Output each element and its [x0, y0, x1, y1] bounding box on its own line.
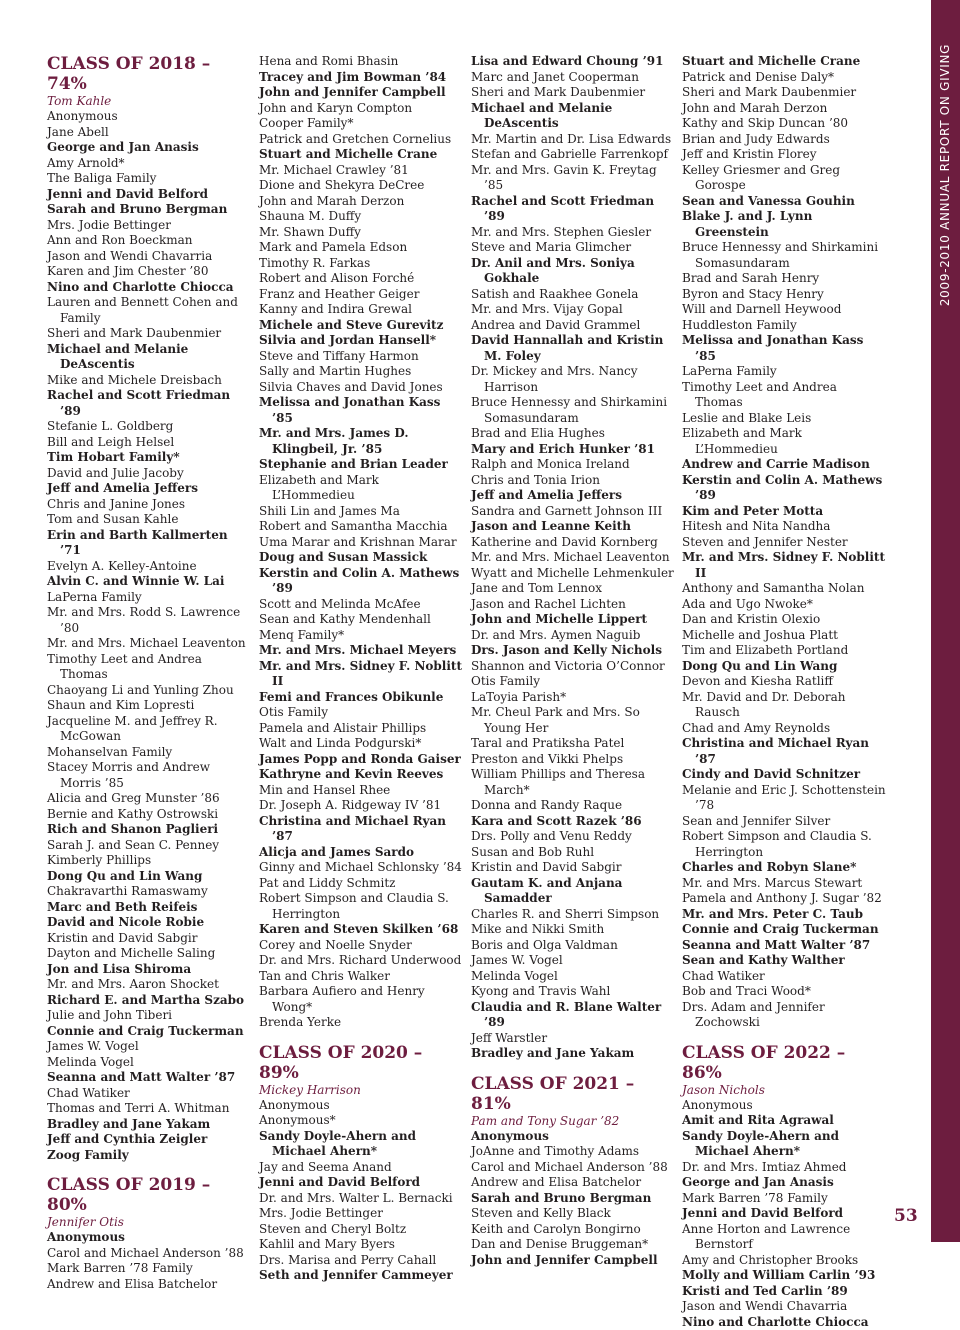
donor-entry: Chad Watiker — [682, 969, 886, 985]
donor-entry: Dan and Denise Bruggeman* — [471, 1237, 675, 1253]
donor-entry: Mr. and Mrs. Michael Leaventon — [47, 636, 251, 652]
report-title: 2009-2010 ANNUAL REPORT ON GIVING — [938, 44, 952, 306]
donor-entry: Kerstin and Colin A. Mathews ’89 — [259, 566, 463, 597]
donor-entry: Anonymous — [682, 1098, 886, 1114]
donor-entry: Barbara Aufiero and Henry Wong* — [259, 984, 463, 1015]
class-section — [47, 54, 251, 1163]
donor-entry: James W. Vogel — [47, 1039, 251, 1055]
donor-entry: Jane Abell — [47, 125, 251, 141]
donor-entry: Robert and Samantha Macchia — [259, 519, 463, 535]
donor-entry: Jeff and Cynthia Zeigler — [47, 1132, 251, 1148]
donor-entry: Richard E. and Martha Szabo — [47, 993, 251, 1009]
donor-entry: Otis Family — [259, 705, 463, 721]
donor-entry: Taral and Pratiksha Patel — [471, 736, 675, 752]
class-heading: CLASS OF 2018 – 74% — [47, 54, 251, 94]
donor-entry: Silvia Chaves and David Jones — [259, 380, 463, 396]
class-heading: CLASS OF 2021 – 81% — [471, 1074, 675, 1114]
donor-entry: Dan and Kristin Olexio — [682, 612, 886, 628]
donor-entry: Anonymous — [471, 1129, 675, 1145]
donor-entry: Anne Horton and Lawrence Bernstorf — [682, 1222, 886, 1253]
donor-entry: JoAnne and Timothy Adams — [471, 1144, 675, 1160]
donor-entry: Franz and Heather Geiger — [259, 287, 463, 303]
donor-entry: Stefan and Gabrielle Farrenkopf — [471, 147, 675, 163]
donor-entry: Stephanie and Brian Leader — [259, 457, 463, 473]
donor-entry: Scott and Melinda McAfee — [259, 597, 463, 613]
donor-entry: Min and Hansel Rhee — [259, 783, 463, 799]
donor-entry: Cooper Family* — [259, 116, 463, 132]
donor-entry: Bernie and Kathy Ostrowski — [47, 807, 251, 823]
donor-entry: Evelyn A. Kelley-Antoine — [47, 559, 251, 575]
donor-entry: Michael and Melanie DeAscentis — [471, 101, 675, 132]
donor-entry: Drs. Adam and Jennifer Zochowski — [682, 1000, 886, 1031]
donor-entry: Christina and Michael Ryan ’87 — [682, 736, 886, 767]
donor-entry: Sarah J. and Sean C. Penney — [47, 838, 251, 854]
donor-entry: Keith and Carolyn Bongirno — [471, 1222, 675, 1238]
donor-entry: Jay and Seema Anand — [259, 1160, 463, 1176]
donor-entry: Mr. and Mrs. Gavin K. Freytag ’85 — [471, 163, 675, 194]
donor-entry: Drs. Jason and Kelly Nichols — [471, 643, 675, 659]
donor-entry: Andrew and Elisa Batchelor — [471, 1175, 675, 1191]
donor-entry: Cindy and David Schnitzer — [682, 767, 886, 783]
donor-entry: John and Karyn Compton — [259, 101, 463, 117]
donor-entry: Kerstin and Colin A. Mathews ’89 — [682, 473, 886, 504]
donor-entry: Ginny and Michael Schlonsky ’84 — [259, 860, 463, 876]
donor-entry: Kristin and David Sabgir — [47, 931, 251, 947]
donor-entry: Sheri and Mark Daubenmier — [47, 326, 251, 342]
donor-entry: Mr. and Mrs. Aaron Shocket — [47, 977, 251, 993]
donor-entry: Bradley and Jane Yakam — [471, 1046, 675, 1062]
donor-entry: Anonymous — [47, 109, 251, 125]
donor-entry: Anonymous* — [259, 1113, 463, 1129]
donor-entry: Nino and Charlotte Chiocca — [682, 1315, 886, 1330]
donor-entry: Nino and Charlotte Chiocca — [47, 280, 251, 296]
column-4 — [682, 54, 886, 1330]
donor-entry: Zoog Family — [47, 1148, 251, 1164]
donor-entry: Dr. and Mrs. Walter L. Bernacki — [259, 1191, 463, 1207]
donor-entry: Drs. Marisa and Perry Cahall — [259, 1253, 463, 1269]
donor-entry: Dong Qu and Lin Wang — [47, 869, 251, 885]
donor-entry: Marc and Beth Reifeis — [47, 900, 251, 916]
donor-entry: Kathy and Skip Duncan ’80 — [682, 116, 886, 132]
donor-entry: Silvia and Jordan Hansell* — [259, 333, 463, 349]
donor-entry: Steven and Cheryl Boltz — [259, 1222, 463, 1238]
donor-entry: Mr. and Mrs. Stephen Giesler — [471, 225, 675, 241]
donor-entry: Rich and Shanon Paglieri — [47, 822, 251, 838]
donor-entry: Christina and Michael Ryan ’87 — [259, 814, 463, 845]
class-representative: Jason Nichols — [682, 1083, 886, 1098]
donor-entry: Jason and Leanne Keith — [471, 519, 675, 535]
donor-entry: John and Marah Derzon — [682, 101, 886, 117]
donor-entry: Rachel and Scott Friedman ’89 — [47, 388, 251, 419]
donor-entry: LaPerna Family — [47, 590, 251, 606]
donor-entry: Jason and Rachel Lichten — [471, 597, 675, 613]
donor-entry: Anonymous — [47, 1230, 251, 1246]
donor-entry: Chris and Janine Jones — [47, 497, 251, 513]
donor-entry: Tracey and Jim Bowman ’84 — [259, 70, 463, 86]
donor-list — [471, 54, 675, 1062]
donor-list — [47, 1230, 251, 1292]
donor-entry: Robert Simpson and Claudia S. Herrington — [682, 829, 886, 860]
donor-entry: Amit and Rita Agrawal — [682, 1113, 886, 1129]
class-section — [47, 1175, 251, 1292]
donor-entry: Jane and Tom Lennox — [471, 581, 675, 597]
donor-entry: Kimberly Phillips — [47, 853, 251, 869]
donor-entry: Patrick and Gretchen Cornelius — [259, 132, 463, 148]
donor-entry: Ralph and Monica Ireland — [471, 457, 675, 473]
class-section — [471, 54, 675, 1062]
donor-entry: John and Jennifer Campbell — [471, 1253, 675, 1269]
donor-entry: Kristi and Ted Carlin ’89 — [682, 1284, 886, 1300]
donor-entry: Tom and Susan Kahle — [47, 512, 251, 528]
column-1 — [47, 54, 251, 1292]
page-number: 53 — [894, 1206, 918, 1226]
donor-entry: Jason and Wendi Chavarria — [682, 1299, 886, 1315]
donor-entry: Karen and Jim Chester ’80 — [47, 264, 251, 280]
donor-entry: Sarah and Bruno Bergman — [47, 202, 251, 218]
donor-entry: Menq Family* — [259, 628, 463, 644]
donor-list — [682, 1098, 886, 1330]
donor-entry: Anonymous — [259, 1098, 463, 1114]
donor-entry: Mr. and Mrs. Rodd S. Lawrence ’80 — [47, 605, 251, 636]
class-representative: Pam and Tony Sugar ’82 — [471, 1114, 675, 1129]
donor-entry: Sandy Doyle-Ahern and Michael Ahern* — [682, 1129, 886, 1160]
donor-entry: Karen and Steven Skilken ’68 — [259, 922, 463, 938]
donor-entry: Kanny and Indira Grewal — [259, 302, 463, 318]
donor-entry: Amy and Christopher Brooks — [682, 1253, 886, 1269]
donor-entry: Mr. and Mrs. Michael Leaventon — [471, 550, 675, 566]
donor-entry: Kristin and David Sabgir — [471, 860, 675, 876]
donor-entry: Otis Family — [471, 674, 675, 690]
donor-entry: Mark Barren ’78 Family — [47, 1261, 251, 1277]
donor-entry: Michelle and Joshua Platt — [682, 628, 886, 644]
donor-entry: Devon and Kiesha Ratliff — [682, 674, 886, 690]
donor-entry: Andrea and David Grammel — [471, 318, 675, 334]
donor-entry: Mr. Michael Crawley ’81 — [259, 163, 463, 179]
donor-entry: Mr. Cheul Park and Mrs. So Young Her — [471, 705, 675, 736]
donor-entry: Chad and Amy Reynolds — [682, 721, 886, 737]
donor-list — [471, 1129, 675, 1269]
class-section — [682, 54, 886, 1031]
donor-entry: Pat and Liddy Schmitz — [259, 876, 463, 892]
donor-entry: Mr. Martin and Dr. Lisa Edwards — [471, 132, 675, 148]
donor-entry: Ann and Ron Boeckman — [47, 233, 251, 249]
class-heading: CLASS OF 2019 – 80% — [47, 1175, 251, 1215]
donor-entry: Kelley Griesmer and Greg Gorospe — [682, 163, 886, 194]
donor-entry: Tan and Chris Walker — [259, 969, 463, 985]
donor-entry: Molly and William Carlin ’93 — [682, 1268, 886, 1284]
donor-entry: Bruce Hennessy and Shirkamini Somasundaram — [471, 395, 675, 426]
donor-entry: Dr. Joseph A. Ridgeway IV ’81 — [259, 798, 463, 814]
donor-entry: Sean and Vanessa Gouhin — [682, 194, 886, 210]
donor-entry: LaPerna Family — [682, 364, 886, 380]
donor-entry: Brenda Yerke — [259, 1015, 463, 1031]
donor-entry: Alicja and James Sardo — [259, 845, 463, 861]
donor-entry: George and Jan Anasis — [682, 1175, 886, 1191]
donor-entry: Mary and Erich Hunker ’81 — [471, 442, 675, 458]
donor-entry: Preston and Vikki Phelps — [471, 752, 675, 768]
donor-entry: David Hannallah and Kristin M. Foley — [471, 333, 675, 364]
donor-entry: Ada and Ugo Nwoke* — [682, 597, 886, 613]
donor-entry: Byron and Stacy Henry — [682, 287, 886, 303]
class-section — [471, 1074, 675, 1269]
donor-entry: Kathryne and Kevin Reeves — [259, 767, 463, 783]
donor-entry: Mohanselvan Family — [47, 745, 251, 761]
donor-entry: Seanna and Matt Walter ’87 — [682, 938, 886, 954]
donor-entry: Stuart and Michelle Crane — [682, 54, 886, 70]
donor-entry: Sheri and Mark Daubenmier — [471, 85, 675, 101]
donor-entry: Jacqueline M. and Jeffrey R. McGowan — [47, 714, 251, 745]
donor-entry: Connie and Craig Tuckerman — [47, 1024, 251, 1040]
donor-entry: Tim Hobart Family* — [47, 450, 251, 466]
donor-entry: Carol and Michael Anderson ’88 — [47, 1246, 251, 1262]
donor-entry: Connie and Craig Tuckerman — [682, 922, 886, 938]
donor-entry: Pamela and Alistair Phillips — [259, 721, 463, 737]
donor-entry: Sally and Martin Hughes — [259, 364, 463, 380]
donor-entry: Brian and Judy Edwards — [682, 132, 886, 148]
donor-entry: Will and Darnell Heywood — [682, 302, 886, 318]
donor-entry: Melinda Vogel — [47, 1055, 251, 1071]
donor-entry: Alicia and Greg Munster ’86 — [47, 791, 251, 807]
donor-list — [259, 54, 463, 1031]
donor-entry: Femi and Frances Obikunle — [259, 690, 463, 706]
donor-entry: Lisa and Edward Choung ’91 — [471, 54, 675, 70]
donor-entry: Timothy Leet and Andrea Thomas — [682, 380, 886, 411]
donor-entry: Susan and Bob Ruhl — [471, 845, 675, 861]
donor-entry: Seth and Jennifer Cammeyer — [259, 1268, 463, 1284]
donor-entry: Robert Simpson and Claudia S. Herrington — [259, 891, 463, 922]
donor-entry: Kahlil and Mary Byers — [259, 1237, 463, 1253]
class-representative: Tom Kahle — [47, 94, 251, 109]
donor-entry: Mark Barren ’78 Family — [682, 1191, 886, 1207]
donor-entry: John and Michelle Lippert — [471, 612, 675, 628]
donor-entry: Jeff and Amelia Jeffers — [471, 488, 675, 504]
donor-entry: Melissa and Jonathan Kass ’85 — [259, 395, 463, 426]
donor-entry: Jeff and Kristin Florey — [682, 147, 886, 163]
donor-entry: Drs. Polly and Venu Reddy — [471, 829, 675, 845]
donor-entry: Charles and Robyn Slane* — [682, 860, 886, 876]
donor-entry: Huddleston Family — [682, 318, 886, 334]
column-2 — [259, 54, 463, 1284]
donor-entry: Patrick and Denise Daly* — [682, 70, 886, 86]
donor-entry: Bill and Leigh Helsel — [47, 435, 251, 451]
donor-entry: Melissa and Jonathan Kass ’85 — [682, 333, 886, 364]
donor-entry: Anthony and Samantha Nolan — [682, 581, 886, 597]
donor-entry: Donna and Randy Raque — [471, 798, 675, 814]
donor-entry: Katherine and David Kornberg — [471, 535, 675, 551]
class-representative: Jennifer Otis — [47, 1215, 251, 1230]
donor-entry: Jenni and David Belford — [682, 1206, 886, 1222]
column-3 — [471, 54, 675, 1268]
donor-entry: Jeff Warstler — [471, 1031, 675, 1047]
donor-entry: Steve and Tiffany Harmon — [259, 349, 463, 365]
donor-entry: Dr. and Mrs. Aymen Naguib — [471, 628, 675, 644]
donor-entry: Chaoyang Li and Yunling Zhou — [47, 683, 251, 699]
donor-entry: Chris and Tonia Irion — [471, 473, 675, 489]
donor-entry: Sean and Kathy Walther — [682, 953, 886, 969]
donor-entry: Bob and Traci Wood* — [682, 984, 886, 1000]
donor-entry: Mr. and Mrs. Peter C. Taub — [682, 907, 886, 923]
donor-entry: Pamela and Anthony J. Sugar ’82 — [682, 891, 886, 907]
class-heading: CLASS OF 2020 – 89% — [259, 1043, 463, 1083]
donor-entry: Dr. Anil and Mrs. Soniya Gokhale — [471, 256, 675, 287]
donor-entry: Marc and Janet Cooperman — [471, 70, 675, 86]
donor-entry: Sean and Jennifer Silver — [682, 814, 886, 830]
donor-entry: Shaun and Kim Lopresti — [47, 698, 251, 714]
class-representative: Mickey Harrison — [259, 1083, 463, 1098]
donor-entry: Chad Watiker — [47, 1086, 251, 1102]
donor-entry: Robert and Alison Forché — [259, 271, 463, 287]
donor-entry: Andrew and Elisa Batchelor — [47, 1277, 251, 1293]
donor-entry: William Phillips and Theresa March* — [471, 767, 675, 798]
donor-entry: Steven and Jennifer Nester — [682, 535, 886, 551]
donor-entry: Gautam K. and Anjana Samadder — [471, 876, 675, 907]
class-heading: CLASS OF 2022 – 86% — [682, 1043, 886, 1083]
donor-entry: Sarah and Bruno Bergman — [471, 1191, 675, 1207]
donor-list — [682, 54, 886, 1031]
class-section — [682, 1043, 886, 1330]
donor-entry: Jenni and David Belford — [259, 1175, 463, 1191]
donor-entry: Kim and Peter Motta — [682, 504, 886, 520]
donor-entry: Leslie and Blake Leis — [682, 411, 886, 427]
donor-entry: David and Nicole Robie — [47, 915, 251, 931]
donor-entry: Lauren and Bennett Cohen and Family — [47, 295, 251, 326]
donor-entry: John and Jennifer Campbell — [259, 85, 463, 101]
donor-entry: Carol and Michael Anderson ’88 — [471, 1160, 675, 1176]
donor-entry: Charles R. and Sherri Simpson — [471, 907, 675, 923]
donor-entry: Steven and Kelly Black — [471, 1206, 675, 1222]
donor-entry: Timothy R. Farkas — [259, 256, 463, 272]
donor-entry: Mr. David and Dr. Deborah Rausch — [682, 690, 886, 721]
donor-entry: Chakravarthi Ramaswamy — [47, 884, 251, 900]
donor-entry: Jason and Wendi Chavarria — [47, 249, 251, 265]
donor-entry: Dr. Mickey and Mrs. Nancy Harrison — [471, 364, 675, 395]
donor-entry: Bradley and Jane Yakam — [47, 1117, 251, 1133]
donor-entry: Tim and Elizabeth Portland — [682, 643, 886, 659]
donor-entry: Mr. and Mrs. Marcus Stewart — [682, 876, 886, 892]
donor-list — [259, 1098, 463, 1284]
donor-entry: Hitesh and Nita Nandha — [682, 519, 886, 535]
donor-entry: Shili Lin and James Ma — [259, 504, 463, 520]
donor-entry: Uma Marar and Krishnan Marar — [259, 535, 463, 551]
donor-entry: Mr. and Mrs. Sidney F. Noblitt II — [682, 550, 886, 581]
donor-entry: Corey and Noelle Snyder — [259, 938, 463, 954]
donor-entry: Rachel and Scott Friedman ’89 — [471, 194, 675, 225]
donor-entry: Jenni and David Belford — [47, 187, 251, 203]
donor-entry: Dayton and Michelle Saling — [47, 946, 251, 962]
donor-entry: Amy Arnold* — [47, 156, 251, 172]
donor-entry: Elizabeth and Mark L’Hommedieu — [682, 426, 886, 457]
donor-entry: David and Julie Jacoby — [47, 466, 251, 482]
donor-entry: Claudia and R. Blane Walter ’89 — [471, 1000, 675, 1031]
donor-entry: Kyong and Travis Wahl — [471, 984, 675, 1000]
donor-entry: Kara and Scott Razek ’86 — [471, 814, 675, 830]
donor-entry: Mr. Shawn Duffy — [259, 225, 463, 241]
donor-entry: Sandra and Garnett Johnson III — [471, 504, 675, 520]
donor-entry: Shauna M. Duffy — [259, 209, 463, 225]
donor-entry: Shannon and Victoria O’Connor — [471, 659, 675, 675]
donor-entry: Jeff and Amelia Jeffers — [47, 481, 251, 497]
donor-entry: Bruce Hennessy and Shirkamini Somasundaram — [682, 240, 886, 271]
donor-entry: George and Jan Anasis — [47, 140, 251, 156]
donor-entry: Boris and Olga Valdman — [471, 938, 675, 954]
donor-entry: Stacey Morris and Andrew Morris ’85 — [47, 760, 251, 791]
donor-entry: Mr. and Mrs. Michael Meyers — [259, 643, 463, 659]
donor-entry: Thomas and Terri A. Whitman — [47, 1101, 251, 1117]
donor-entry: Michele and Steve Gurevitz — [259, 318, 463, 334]
donor-entry: Sandy Doyle-Ahern and Michael Ahern* — [259, 1129, 463, 1160]
donor-entry: The Baliga Family — [47, 171, 251, 187]
donor-entry: Doug and Susan Massick — [259, 550, 463, 566]
donor-entry: LaToyia Parish* — [471, 690, 675, 706]
donor-entry: Dione and Shekyra DeCree — [259, 178, 463, 194]
donor-entry: Michael and Melanie DeAscentis — [47, 342, 251, 373]
donor-entry: Mr. and Mrs. Sidney F. Noblitt II — [259, 659, 463, 690]
donor-entry: Sean and Kathy Mendenhall — [259, 612, 463, 628]
donor-entry: Mr. and Mrs. Vijay Gopal — [471, 302, 675, 318]
donor-entry: Sheri and Mark Daubenmier — [682, 85, 886, 101]
donor-entry: Mike and Nikki Smith — [471, 922, 675, 938]
donor-entry: Dr. and Mrs. Richard Underwood — [259, 953, 463, 969]
class-section — [259, 1043, 463, 1284]
donor-entry: Blake J. and J. Lynn Greenstein — [682, 209, 886, 240]
donor-entry: Alvin C. and Winnie W. Lai — [47, 574, 251, 590]
donor-entry: Walt and Linda Podgurski* — [259, 736, 463, 752]
donor-entry: Melanie and Eric J. Schottenstein ’78 — [682, 783, 886, 814]
donor-entry: Dr. and Mrs. Imtiaz Ahmed — [682, 1160, 886, 1176]
donor-entry: Erin and Barth Kallmerten ’71 — [47, 528, 251, 559]
donor-entry: Satish and Raakhee Gonela — [471, 287, 675, 303]
donor-entry: Timothy Leet and Andrea Thomas — [47, 652, 251, 683]
donor-entry: Elizabeth and Mark L’Hommedieu — [259, 473, 463, 504]
donor-entry: Stefanie L. Goldberg — [47, 419, 251, 435]
class-section — [259, 54, 463, 1031]
donor-entry: Melinda Vogel — [471, 969, 675, 985]
donor-entry: Mrs. Jodie Bettinger — [259, 1206, 463, 1222]
donor-entry: Steve and Maria Glimcher — [471, 240, 675, 256]
donor-entry: Brad and Sarah Henry — [682, 271, 886, 287]
donor-entry: Seanna and Matt Walter ’87 — [47, 1070, 251, 1086]
donor-entry: Julie and John Tiberi — [47, 1008, 251, 1024]
donor-entry: James W. Vogel — [471, 953, 675, 969]
donor-entry: Jon and Lisa Shiroma — [47, 962, 251, 978]
donor-entry: Brad and Elia Hughes — [471, 426, 675, 442]
donor-entry: Stuart and Michelle Crane — [259, 147, 463, 163]
donor-entry: Mark and Pamela Edson — [259, 240, 463, 256]
donor-entry: Andrew and Carrie Madison — [682, 457, 886, 473]
donor-entry: Mr. and Mrs. James D. Klingbeil, Jr. ’85 — [259, 426, 463, 457]
donor-entry: James Popp and Ronda Gaiser — [259, 752, 463, 768]
donor-entry: Mike and Michele Dreisbach — [47, 373, 251, 389]
donor-entry: Dong Qu and Lin Wang — [682, 659, 886, 675]
donor-entry: Mrs. Jodie Bettinger — [47, 218, 251, 234]
donor-list — [47, 109, 251, 1163]
donor-entry: Hena and Romi Bhasin — [259, 54, 463, 70]
donor-entry: Wyatt and Michelle Lehmenkuler — [471, 566, 675, 582]
donor-entry: John and Marah Derzon — [259, 194, 463, 210]
